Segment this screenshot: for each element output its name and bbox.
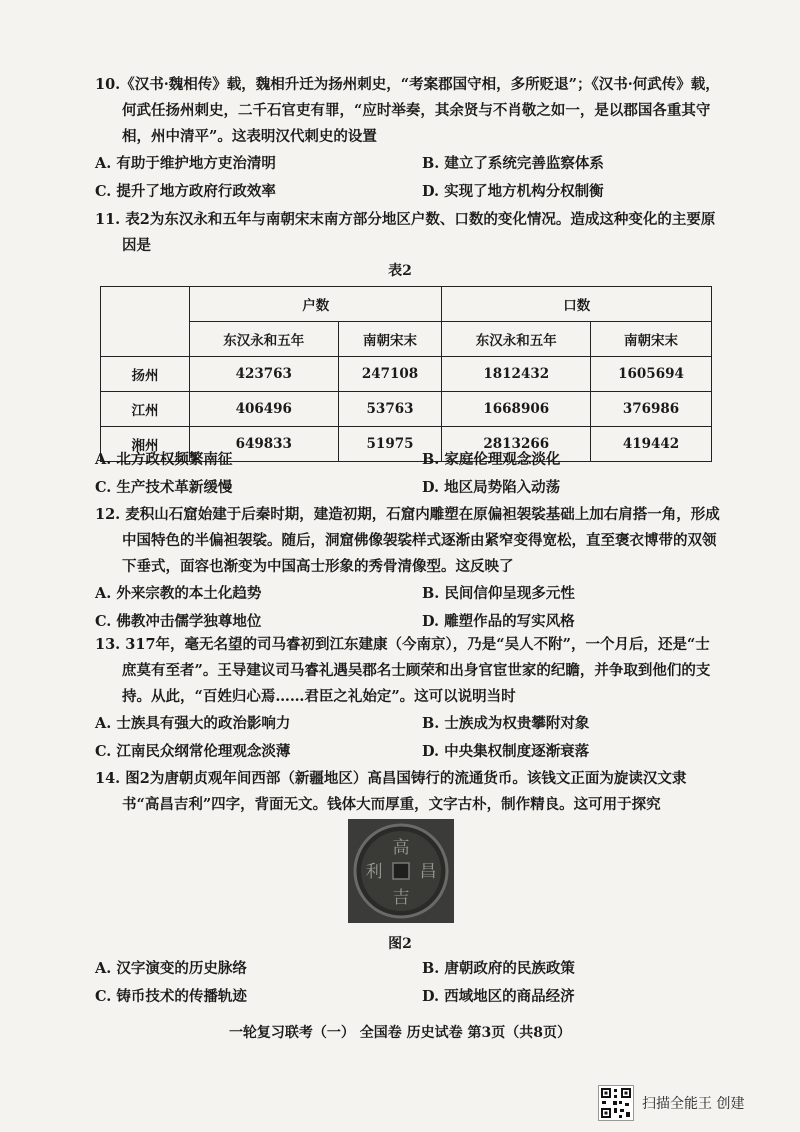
- question-11: [95, 207, 720, 259]
- row-header: 湘州: [101, 427, 190, 462]
- scanner-watermark: [598, 1085, 744, 1121]
- row-header: 扬州: [101, 357, 190, 392]
- question-11-options: [95, 446, 720, 502]
- question-stem: 13. 317年，毫无名望的司马睿初到江东建康（今南京），乃是“吴人不附”，一个月后，还是“士庶莫有至者”。王导建议司马睿礼遇吴郡名士顾荣和出身官宦世家的纪瞻，并争取到他们的支持。从此，“百姓归心焉……君臣之礼始定”。这可以说明当时: [95, 636, 711, 705]
- option-c: C. 生产技术革新缓慢: [95, 479, 233, 496]
- column-header: 东汉永和五年: [190, 322, 339, 357]
- options: [95, 150, 720, 206]
- watermark-text: 扫描全能王 创建: [642, 1096, 745, 1112]
- options: [95, 580, 720, 636]
- option-a: A. 汉字演变的历史脉络: [95, 960, 247, 977]
- question-stem: 14. 图2为唐朝贞观年间西部（新疆地区）高昌国铸行的流通货币。该钱文正面为旋读汉文隶书“高昌吉利”四字，背面无文。钱体大而厚重，文字古朴，制作精良。这可用于探究: [95, 770, 687, 813]
- page-footer: 一轮复习联考（一） 全国卷 历史试卷 第3页（共8页）: [228, 1025, 572, 1041]
- option-b: B. 士族成为权贵攀附对象: [422, 715, 590, 732]
- question-stem: 12. 麦积山石窟始建于后秦时期，建造初期，石窟内雕塑在原偏袒袈裟基础上加右肩搭一角，形成中国特色的半偏袒袈裟。随后，洞窟佛像袈裟样式逐渐由紧窄变得宽松，直至褒衣博带的双领下垂式，面容也渐变为中国高士形象的秀骨清像型。这反映了: [95, 506, 720, 575]
- option-d: D. 西域地区的商品经济: [422, 988, 575, 1005]
- table-cell: 53763: [338, 392, 442, 427]
- table-cell: 649833: [190, 427, 339, 462]
- table-cell: 247108: [338, 357, 442, 392]
- coin-square-hole: [393, 863, 409, 879]
- option-d: D. 雕塑作品的写实风格: [422, 613, 575, 630]
- table-caption: 表2: [388, 263, 412, 279]
- table-cell: 51975: [338, 427, 442, 462]
- option-b: B. 民间信仰呈现多元性: [422, 585, 575, 602]
- option-a: A. 外来宗教的本土化趋势: [95, 585, 262, 602]
- table-row: [101, 392, 712, 427]
- question-14-options: [95, 955, 720, 1011]
- option-a: A. 士族具有强大的政治影响力: [95, 715, 291, 732]
- question-12: [95, 502, 720, 636]
- option-a: A. 有助于维护地方吏治清明: [95, 155, 276, 172]
- coin-char-right: 昌: [419, 862, 437, 882]
- column-header: 东汉永和五年: [442, 322, 591, 357]
- option-d: D. 实现了地方机构分权制衡: [422, 183, 604, 200]
- option-c: C. 佛教冲击儒学独尊地位: [95, 613, 262, 630]
- table-cell: 419442: [591, 427, 712, 462]
- coin-char-bottom: 吉: [392, 888, 410, 908]
- options: [95, 446, 720, 502]
- column-header: 南朝宋末: [338, 322, 442, 357]
- column-header: 南朝宋末: [591, 322, 712, 357]
- table-row: [101, 357, 712, 392]
- options: [95, 710, 720, 766]
- table-cell: 1668906: [442, 392, 591, 427]
- table-cell: 1605694: [591, 357, 712, 392]
- table-cell: 2813266: [442, 427, 591, 462]
- option-a: A. 北方政权频繁南征: [95, 451, 233, 468]
- table-cell: 423763: [190, 357, 339, 392]
- row-header: 江州: [101, 392, 190, 427]
- table-cell: 406496: [190, 392, 339, 427]
- group-header-households: 户数: [190, 287, 442, 322]
- figure-caption: 图2: [388, 936, 412, 952]
- question-stem: 10.《汉书·魏相传》载，魏相升迁为扬州刺史，“考案郡国守相，多所贬退”；《汉书·何武传》载，何武任扬州刺史，二千石官吏有罪，“应时举奏，其余贤与不肖敬之如一，是以郡国各重其守相，州中清平”。这表明汉代刺史的设置: [95, 76, 720, 145]
- option-c: C. 江南民众纲常伦理观念淡薄: [95, 743, 291, 760]
- question-stem: 11. 表2为东汉永和五年与南朝宋末南方部分地区户数、口数的变化情况。造成这种变化的主要原因是: [95, 211, 716, 254]
- option-d: D. 中央集权制度逐渐衰落: [422, 743, 590, 760]
- option-c: C. 铸币技术的传播轨迹: [95, 988, 247, 1005]
- group-header-population: 口数: [442, 287, 712, 322]
- corner-cell: [101, 287, 190, 357]
- table-cell: 1812432: [442, 357, 591, 392]
- option-c: C. 提升了地方政府行政效率: [95, 183, 276, 200]
- qr-code-icon: [598, 1085, 634, 1121]
- table-cell: 376986: [591, 392, 712, 427]
- option-b: B. 家庭伦理观念淡化: [422, 451, 561, 468]
- question-10: [95, 72, 720, 206]
- coin-char-left: 利: [365, 862, 383, 882]
- option-b: B. 唐朝政府的民族政策: [422, 960, 575, 977]
- coin-photo: [348, 819, 454, 923]
- question-13: [95, 632, 720, 766]
- option-b: B. 建立了系统完善监察体系: [422, 155, 604, 172]
- coin-image: [348, 819, 454, 923]
- question-14: [95, 766, 720, 818]
- option-d: D. 地区局势陷入动荡: [422, 479, 561, 496]
- coin-char-top: 高: [392, 838, 410, 858]
- options: [95, 955, 720, 1011]
- data-table: [100, 286, 712, 462]
